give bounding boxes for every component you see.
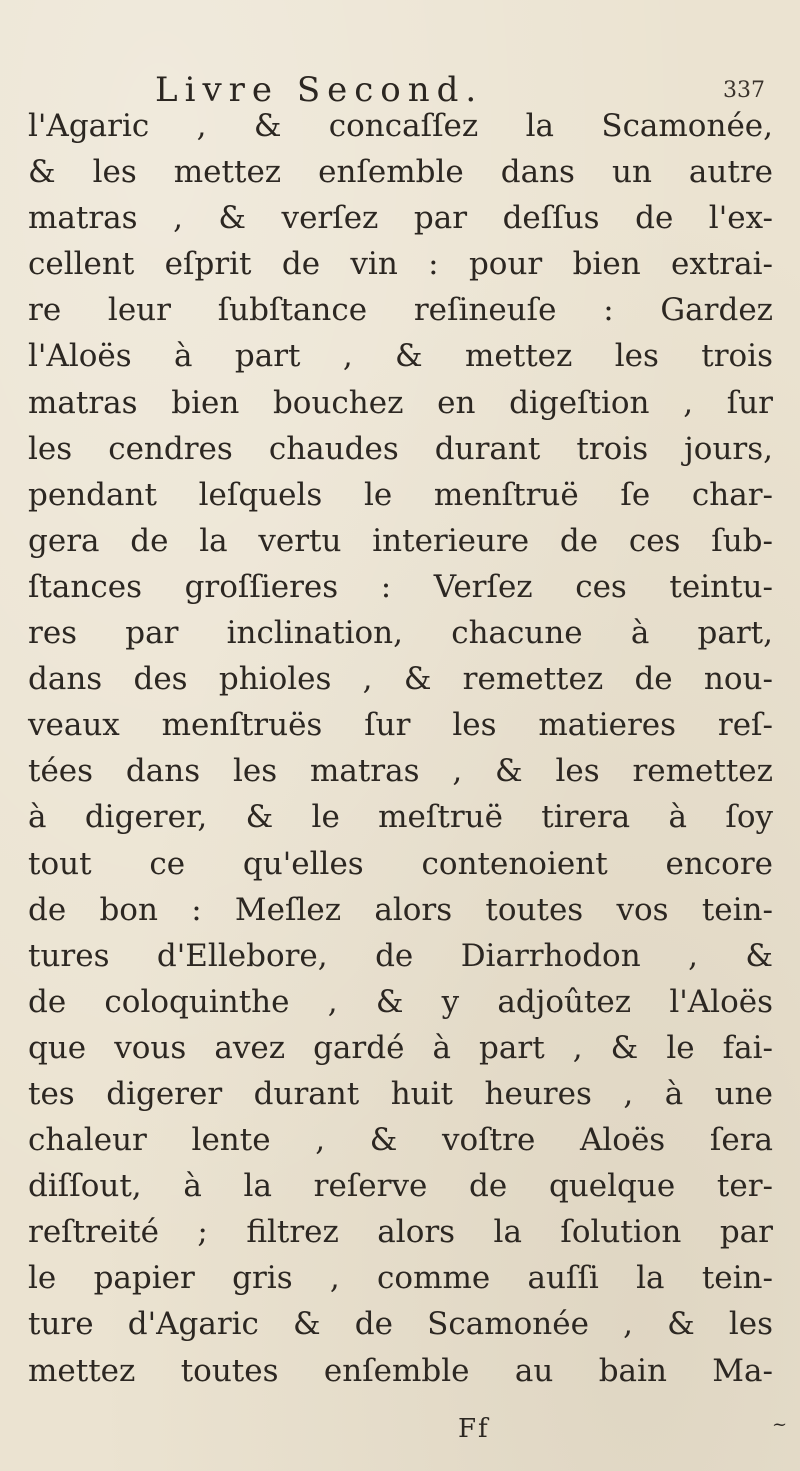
text-line: chaleur lente , & voſtre Aloës ſera (28, 1122, 773, 1159)
signature-mark: Ff (458, 1414, 490, 1444)
text-line: ſtances groſſieres : Verſez ces teintu- (28, 568, 773, 605)
text-line: les cendres chaudes durant trois jours, (28, 430, 773, 467)
text-line: veaux menſtruës ſur les matieres reſ- (28, 707, 773, 744)
text-line: matras bien bouchez en digeſtion , ſur (28, 384, 773, 421)
text-line: & les mettez enſemble dans un autre (28, 154, 773, 191)
text-line: tes digerer durant huit heures , à une (28, 1075, 773, 1112)
text-line: diſſout, à la reſerve de quelque ter- (28, 1168, 773, 1205)
text-line: matras , & verſez par deſſus de l'ex- (28, 200, 773, 237)
text-line: re leur ſubſtance reſineuſe : Gardez (28, 292, 773, 329)
text-line: de bon : Meſlez alors toutes vos tein- (28, 891, 773, 928)
text-line: res par inclination, chacune à part, (28, 615, 773, 652)
body-text (28, 103, 773, 1394)
text-line: tées dans les matras , & les remettez (28, 753, 773, 790)
page-number: 337 (723, 78, 765, 103)
text-line: mettez toutes enſemble au bain Ma- (28, 1352, 773, 1389)
text-line: l'Aloës à part , & mettez les trois (28, 338, 773, 375)
running-head: Livre Second. (155, 70, 484, 110)
text-line: tures d'Ellebore, de Diarrhodon , & (28, 937, 773, 974)
text-line: le papier gris , comme auſſi la tein- (28, 1260, 773, 1297)
text-line: l'Agaric , & concaſſez la Scamonée, (28, 108, 773, 144)
text-line: dans des phioles , & remettez de nou- (28, 661, 773, 698)
footer-mark: ~ (772, 1414, 788, 1435)
text-line: pendant leſquels le menſtruë ſe char- (28, 476, 773, 513)
text-line: cellent eſprit de vin : pour bien extrai- (28, 246, 773, 283)
text-line: de coloquinthe , & y adjoûtez l'Aloës (28, 983, 773, 1020)
text-line: ture d'Agaric & de Scamonée , & les (28, 1306, 773, 1343)
text-line: gera de la vertu interieure de ces ſub- (28, 522, 773, 559)
text-line: que vous avez gardé à part , & le fai- (28, 1029, 773, 1066)
text-line: reſtreité ; filtrez alors la ſolution par (28, 1214, 773, 1251)
text-line: à digerer, & le meſtruë tirera à ſoy (28, 799, 773, 836)
text-line: tout ce qu'elles contenoient encore (28, 845, 773, 882)
